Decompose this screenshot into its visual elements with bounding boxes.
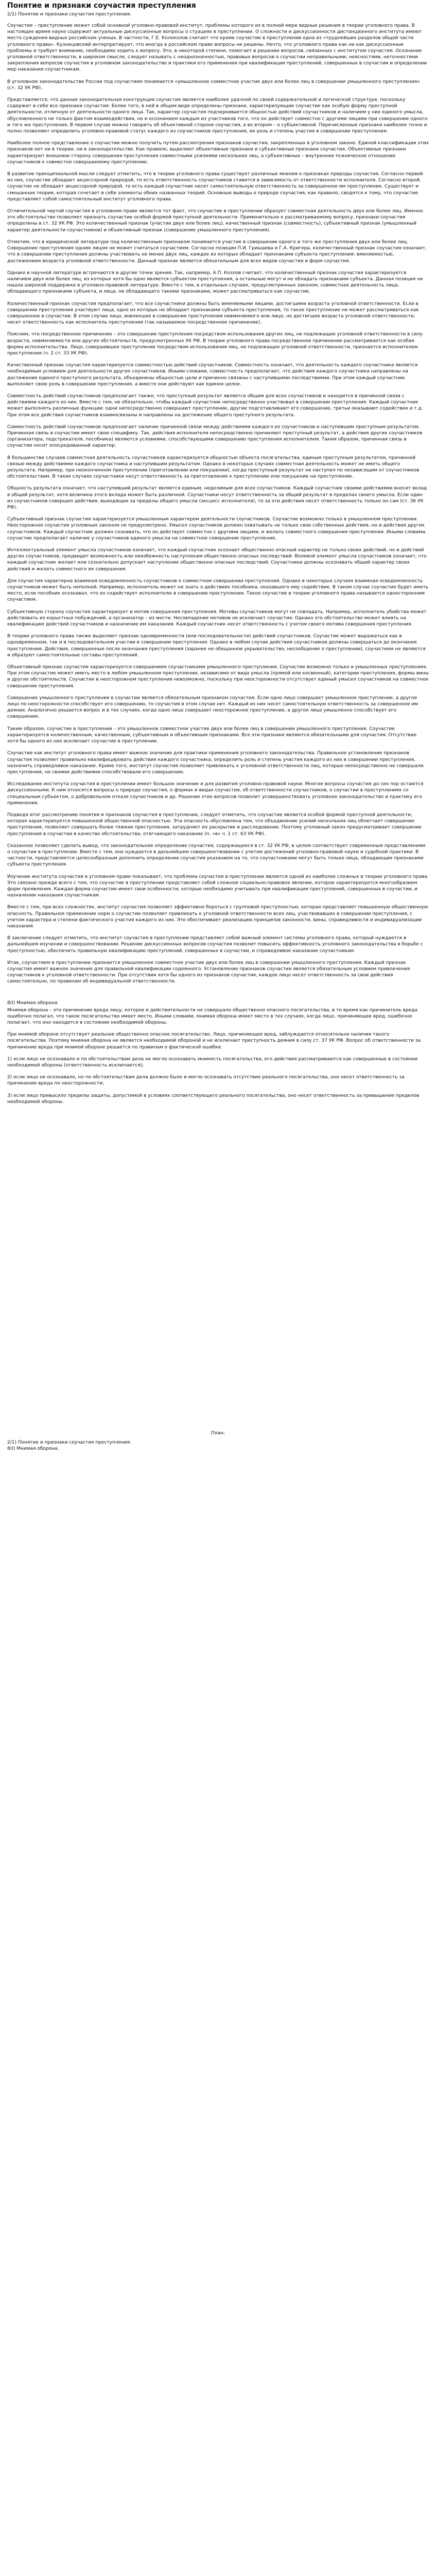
section-1-body (7, 23, 429, 985)
paragraph: Однако в научной литературе встречаются и другие точки зрения. Так, например, А.П. Козлов считает, что количественный признак соучастия характеризуется наличием двух или более лиц, из которых хотя бы одно является субъектом преступления, а остальные могут и не обладать признаками субъекта. Данная позиция не нашла широкой поддержки в уголовно-правовой литературе. Вместе с тем, в отдельных случаях, предусмотренных законом, совместная деятельность лица, обладающего признаками субъекта, и лица, не обладающего такими признаками, может рассматриваться как соучастие. (7, 270, 423, 295)
paragraph: Совместность действий соучастников предполагает также, что преступный результат является общим для всех соучастников и находится в причинной связи с действиями каждого из них. Вместе с тем, не обязательно, чтобы каждый соучастник непосредственно участвовал в совершении преступления. Каждый соучастник может выполнять различные функции: одни непосредственно совершают преступление, другие подготавливают его совершение, третьи оказывают содействие и т.д. При этом все действия соучастников взаимосвязаны и направлены на достижение общего преступного результата. (7, 393, 423, 418)
paragraph: 2) если лицо не осознавало, но по обстоятельствам дела должно было и могло осознавать отсутствие реального посягательства, оно несет ответственность за причинение вреда по неосторожности; (7, 1075, 405, 1087)
paragraph: При мнимой обороне отсутствует реальное общественно опасное посягательство. Лицо, причиняющее вред, заблуждается относительно наличия такого посягательства. Поэтому мнимая оборона не является необходимой обороной и не исключает преступность деяния в силу ст. 37 УК РФ. Вопрос об ответственности за причинение вреда при мнимой обороне решается по правилам о фактической ошибке. (7, 1032, 421, 1050)
paragraph: В развитие принципиальной мысли следует отметить, что в теории уголовного права существует различные мнения о признаках природы соучастия. Согласно первой из них, соучастие обладает акцессорной природой, то есть ответственность соучастников ставится в зависимость от ответственности исполнителя. Согласно второй, соучастие не обладает акцессорной природой, то есть каждый соучастник несет самостоятельную ответственность за совершенное им преступление. Существует и смешанная теория, которая сочетает в себе элементы обеих названных теорий. Основные выводы о природе соучастия, как правило, сводятся к тому, что соучастие представляет собой самостоятельный институт уголовного права. (7, 172, 423, 202)
blank-space (7, 1111, 429, 1430)
paragraph: Для соучастия характерна взаимная осведомленность соучастников о совместном совершении преступления. Однако в некоторых случаях взаимная осведомленность соучастников может быть неполной. Например, исполнитель может не знать о действиях пособника, оказавшего ему содействие. В таком случае соучастие будет иметь место, если пособник осознавал, что он содействует исполнителю в совершении преступления. Такое соучастие в теории уголовного права называется односторонним соучастием. (7, 578, 429, 603)
paragraph: Общность результата означает, что наступивший результат является единым, неделимым для всех соучастников. Каждый соучастник своими действиями вносит вклад в общий результат, хотя величина этого вклада может быть различной. Соучастники несут ответственность за общий результат в пределах своего умысла. Если один из соучастников совершил действия, выходящие за пределы общего умысла (эксцесс исполнителя), то за эти действия несет ответственность только он сам (ст. 36 УК РФ). (7, 486, 427, 510)
plan-item: 8(I) Мнимая оборона. (7, 1446, 59, 1452)
paragraph: Соучастие как институт уголовного права имеет важное значение для практики применения уголовного законодательства. Правильное установление признаков соучастия позволяет правильно квалифицировать действия каждого соучастника, определить роль и степень участия каждого из них в совершении преступления, назначить справедливое наказание. Кроме того, институт соучастия позволяет привлекать к уголовной ответственности лиц, которые непосредственно не совершали преступления, но своими действиями способствовали его совершению. (7, 751, 424, 775)
paragraph: Совершение умышленного преступления в соучастии является обязательным признаком соучастия. Если одно лицо совершает умышленное преступление, а другое лицо по неосторожности способствует его совершению, то соучастия в этом случае нет. Каждый из них несет самостоятельную ответственность за совершенное им деяние. Аналогично решается вопрос и в тех случаях, когда одно лицо совершает неосторожное преступление, а другое лицо умышленно способствует его совершению. (7, 695, 418, 720)
paragraph: Соучастие – преступление может собой основной уголовно-правовой институт, проблемы которого из в полной мере видные решения в теории уголовного права. В настоящее время науке содержит актуальные дискуссионные вопросы о стуациях в преступлении. О сложности и дискуссионности дистанционного института имеют место суждения видных российских ученых. В частности, Г.Е. Колоколов считает что кроме соучастие в преступлении одна из «труднейших разделов общей части уголовного права». Кузнецовский интерпретирует, что иногда в российском праве вопросы не решены. Нечто, что уголовного права как ни как дискуссионные проблемы и требует внимание, необходимо ходить к вопросу. Это, в некоторой степени, помогает в решении вопросов, связанных с институтом соучастия. Осознание уголовной ответственности, в широком смысле, следует называть с неоднозначностью, правовых вопросов о соучастии неправильными, неясностями, неточностями закрепления вопросов соучастия в уголовном законодательстве и практики его применения при квалификации преступлений, совершенных в соучастии и определении мер наказания соучастникам. (7, 23, 427, 73)
paragraph: Исследование института соучастия в преступлении имеет большое значение и для развития уголовно-правовой науки. Многие вопросы соучастия до сих пор остаются дискуссионными. К ним относятся вопросы о природе соучастия, о формах и видах соучастия, об ответственности соучастников, о соучастии в преступлениях со специальным субъектом, о добровольном отказе соучастников и др. Решение этих вопросов позволит усовершенствовать уголовное законодательство и практику его применения. (7, 782, 424, 806)
document-title: Понятие и признаки соучастия преступления (7, 2, 196, 10)
paragraph: Поясним, что посредственное причинение – это совершение преступления посредством использования других лиц, не подлежащих уголовной ответственности в силу возраста, невменяемости или других обстоятельств, предусмотренных УК РФ. В теории уголовного права посредственное причинение рассматривается как особая форма исполнительства. Лицо, совершившее преступление посредством использования лиц, не подлежащих уголовной ответственности, признается исполнителем преступления (ч. 2 ст. 33 УК РФ). (7, 332, 423, 356)
paragraph: Представляется, что данная законодательная конструкция соучастия является наиболее удачной по своей содержательной и логической структуре, поскольку содержит в себе все признаки соучастия. Более того, в ней в общем виде определены признаки, характеризующие соучастие как особую форму преступной деятельности, отличную от деятельности одного лица. Так, характер соучастия подчеркивается общностью действий соучастников и наличием у них единого умысла, обусловленного не только фактом взаимодействия, но и осознанием каждым из участников того, что он действует совместно с другими лицами при совершении одного и того же преступления. В первом случае можно говорить об объективной стороне соучастия, а во втором – о субъективной. Перечисленные признаки наиболее точно и полно позволяют определить уголовно-правовой статус каждого из соучастников преступления, их роль и степень участия в совершении преступления. (7, 97, 428, 134)
paragraph: Количественный признак соучастия предполагает, что все соучастники должны быть вменяемыми лицами, достигшими возраста уголовной ответственности. Если в совершении преступления участвуют лица, одно из которых не обладает признаками субъекта преступления, то такое преступление не может рассматриваться как совершенное в соучастии. В этом случае лицо, вовлекшее в совершение преступления невменяемого или лицо, не достигшее возраста уголовной ответственности, несет ответственность как исполнитель преступления (так называемое посредственное причинение). (7, 301, 419, 326)
paragraph: Субъективный признак соучастия характеризуется умышленным характером деятельности соучастников. Соучастие возможно только в умышленном преступлении. Неосторожное соучастие уголовным законом не предусмотрено. Умысел соучастников должен охватывать не только свои собственные действия, но и действия других соучастников. Каждый соучастник должен сознавать, что он действует совместно с другими лицами, и желать совместного совершения преступления. Иными словами, соучастие предполагает наличие у соучастников единого умысла на совместное совершение преступления. (7, 517, 427, 541)
paragraph: Отличительной чертой соучастия в уголовном праве является тот факт, что соучастие в преступлении образует совместная деятельность двух или более лиц. Именно это обстоятельство позволяет признать соучастие особой формой преступной деятельности. Применительно к рассматриваемому вопросу, признаки соучастия определены в ст. 32 УК РФ. Это количественный признак (участие двух или более лиц), качественный признак (совместность), субъективный признак (умышленный характер деятельности соучастников) и объективный признак (совершение умышленного преступления). (7, 209, 423, 233)
section-1-heading: 2/1) Понятие и признаки соучастия преступления. (7, 12, 132, 17)
paragraph: В заключение следует отметить, что институт соучастия в преступлении представляет собой важный элемент системы уголовного права, который нуждается в дальнейшем изучении и совершенствовании. Решение дискуссионных вопросов соучастия позволит повысить эффективность уголовного законодательства в борьбе с преступностью, обеспечить правильную квалификацию преступлений, совершенных в соучастии, и справедливое наказание соучастникам. (7, 936, 423, 954)
paragraph: Объективный признак соучастия характеризуется совершением соучастниками умышленного преступления. Соучастие возможно только в умышленных преступлениях. При этом соучастие может иметь место в любом умышленном преступлении, независимо от вида умысла (прямой или косвенный), категории преступления, формы вины и других обстоятельств. Соучастие в неосторожном преступлении невозможно, поскольку при неосторожности отсутствует единый умысел соучастников на совместное совершение преступления. (7, 665, 429, 689)
document-page (7, 0, 429, 1452)
paragraph: 3) если лицо превысило пределы защиты, допустимой в условиях соответствующего реального посягательства, оно несет ответственность за превышение пределов необходимой обороны. (7, 1093, 420, 1105)
paragraph: Отметим, что в юридической литературе под количественным признаком понимается участие в совершении одного и того же преступления двух или более лиц. Совершение преступления одним лицом не может считаться соучастием. Согласно позиции П.И. Гришаева и Г.А. Кригера, количественный признак соучастия означает, что в совершении преступления должны участвовать не менее двух лиц, каждое из которых обладает признаками субъекта преступления: вменяемостью, достижением возраста уголовной ответственности. Данный признак является обязательным для всех видов соучастия и форм соучастия. (7, 239, 427, 264)
paragraph: Совместность действий соучастников предполагает наличие причинной связи между действиями каждого из соучастников и наступившим преступным результатом. Причинная связь в соучастии имеет свою специфику. Так, действия исполнителя непосредственно причиняют преступный результат, а действия других соучастников (организатора, подстрекателя, пособника) являются условиями, способствующими совершению преступления исполнителем. Таким образом, причинная связь в соучастии носит опосредованный характер. (7, 424, 423, 449)
paragraph: Мнимая оборона – это причинение вреда лицу, которое в действительности не совершало общественно опасного посягательства, в то время как причинитель вреда ошибочно полагал, что такое посягательство имеет место. Иными словами, мнимая оборона имеет место в тех случаях, когда лицо, причиняющее вред, ошибочно полагает, что оно находится в состоянии необходимой обороны. (7, 1007, 417, 1025)
paragraph: Изучение института соучастия в уголовном праве показывает, что проблема соучастия в преступлении является одной из наиболее сложных в теории уголовного права. Это связано прежде всего с тем, что соучастие в преступлении представляет собой сложное социально-правовое явление, которое характеризуется многообразием форм проявления. Каждая форма соучастия имеет свои особенности, которые необходимо учитывать при квалификации преступлений, совершенных в соучастии, и назначении наказания соучастникам. (7, 874, 429, 899)
paragraph: Подводя итог рассмотрению понятия и признаков соучастия в преступлении, следует отметить, что соучастие является особой формой преступной деятельности, которая характеризуется повышенной общественной опасностью. Эта опасность обусловлена тем, что объединение усилий нескольких лиц облегчает совершение преступления, позволяет совершать более тяжкие преступления, затрудняет их раскрытие и расследование. Поэтому уголовный закон предусматривает совершение преступления в соучастии в качестве обстоятельства, отягчающего наказание (п. «в» ч. 1 ст. 63 УК РФ). (7, 812, 422, 837)
plan-list (7, 1439, 429, 1452)
paragraph: Сказанное позволяет сделать вывод, что законодательное определение соучастия, содержащееся в ст. 32 УК РФ, в целом соответствует современным представлениям о соучастии в преступлении. Вместе с тем, оно нуждается в дальнейшем совершенствовании с учетом достижений уголовно-правовой науки и судебной практики. В частности, представляется целесообразным дополнить определение соучастия указанием на то, что соучастниками могут быть только лица, обладающие признаками субъекта преступления. (7, 843, 426, 868)
paragraph: В уголовном законодательстве России под соучастием понимается «умышленное совместное участие двух или более лиц в совершении умышленного преступления» (ст. 32 УК РФ). (7, 79, 420, 91)
paragraph: В теории уголовного права также выделяют признак одновременности (или последовательности) действий соучастников. Соучастие может выражаться как в одновременном, так и в последовательном участии в совершении преступления. Однако в любом случае действия соучастников должны совершаться до окончания преступления. Действия, совершенные после окончания преступления (заранее не обещанное укрывательство, несообщение о преступлении), соучастием не являются и образуют самостоятельные составы преступлений. (7, 634, 426, 658)
paragraph: Качественный признак соучастия характеризуется совместностью действий соучастников. Совместность означает, что деятельность каждого соучастника является необходимым условием для деятельности других соучастников. Иными словами, совместность предполагает, что действия каждого соучастника направлены на достижение единого преступного результата, объединены общностью цели и причинно связаны с наступившими последствиями. При этом каждый соучастник выполняет свою роль в совершении преступления, а вместе они действуют как единое целое. (7, 363, 418, 387)
section-2-heading: 8(I) Мнимая оборона (7, 1000, 58, 1006)
plan-item: 2/1) Понятие и признаки соучастия преступления. (7, 1440, 132, 1446)
paragraph: 1) если лицо не осознавало и по обстоятельствам дела не могло осознавать мнимость посягательства, его действия рассматриваются как совершенные в состоянии необходимой обороны (ответственность исключается); (7, 1056, 418, 1069)
paragraph: Субъективную сторону соучастия характеризует и мотив совершения преступления. Мотивы соучастников могут не совпадать. Например, исполнитель убийства может действовать из корыстных побуждений, а организатор – из мести. Несовпадение мотивов не исключает соучастия. Однако это обстоятельство может влиять на квалификацию действий соучастников и назначение им наказания. Каждый соучастник несет ответственность с учетом своего мотива совершения преступления. (7, 609, 427, 628)
section-divider (7, 991, 429, 1000)
paragraph: Вместе с тем, при всех сложностях, институт соучастия позволяет эффективно бороться с групповой преступностью, которая представляет повышенную общественную опасность. Правильное применение норм о соучастии позволяет привлекать к уголовной ответственности всех лиц, участвовавших в совершении преступления, с учетом характера и степени фактического участия каждого из них. Это обеспечивает реализацию принципов законности, вины, справедливости и индивидуализации наказания. (7, 905, 428, 929)
paragraph: Итак, соучастием в преступлении признается умышленное совместное участие двух или более лиц в совершении умышленного преступления. Каждый признак соучастия имеет важное значение для правильной квалификации содеянного. Установление признаков соучастия является обязательным условием привлечения соучастников к уголовной ответственности. При отсутствии хотя бы одного из признаков соучастия, каждое лицо несет ответственность за свои действия самостоятельно, по правилам об индивидуальной ответственности. (7, 960, 410, 985)
paragraph: В большинстве случаев совместная деятельность соучастников характеризуется общностью объекта посягательства, единым преступным результатом, причинной связью между действиями каждого соучастника и наступившим результатом. Однако в некоторых случаях совместная деятельность может не иметь общего результата. Например, при неоконченном преступлении (приготовлении или покушении), когда преступный результат не наступил по независящим от соучастников обстоятельствам. В таких случаях соучастники несут ответственность за приготовление к преступлению или покушение на преступление. (7, 455, 420, 480)
paragraph: Таким образом, соучастие в преступлении – это умышленное совместное участие двух или более лиц в совершении умышленного преступления. Соучастие характеризуется количественным, качественным, субъективным и объективным признаками. Все эти признаки являются обязательными для соучастия. Отсутствие хотя бы одного из них исключает соучастие в преступлении. (7, 726, 417, 744)
paragraph: Наиболее полное представление о соучастии можно получить путем рассмотрения признаков соучастия, закрепленных в уголовном законе. Единой классификации этих признаков нет ни в теории, ни в законодательстве. Как правило, выделяют объективные признаки и субъективные признаки соучастия. Объективные признаки характеризуют внешнюю сторону совершения преступления совместными усилиями нескольких лиц, а субъективные – внутреннее психическое отношение соучастников к совместно совершаемому преступлению. (7, 141, 429, 165)
plan-heading: План: (211, 1431, 225, 1436)
section-2-body (7, 1007, 429, 1105)
paragraph: Интеллектуальный элемент умысла соучастников означает, что каждый соучастник осознает общественно опасный характер не только своих действий, но и действий других соучастников, предвидит возможность или неизбежность наступления общественно опасных последствий. Волевой элемент умысла соучастников означает, что каждый соучастник желает или сознательно допускает наступление общественно опасных последствий. Соучастники должны осознавать общий характер своих действий и желать совместного их совершения. (7, 548, 427, 572)
